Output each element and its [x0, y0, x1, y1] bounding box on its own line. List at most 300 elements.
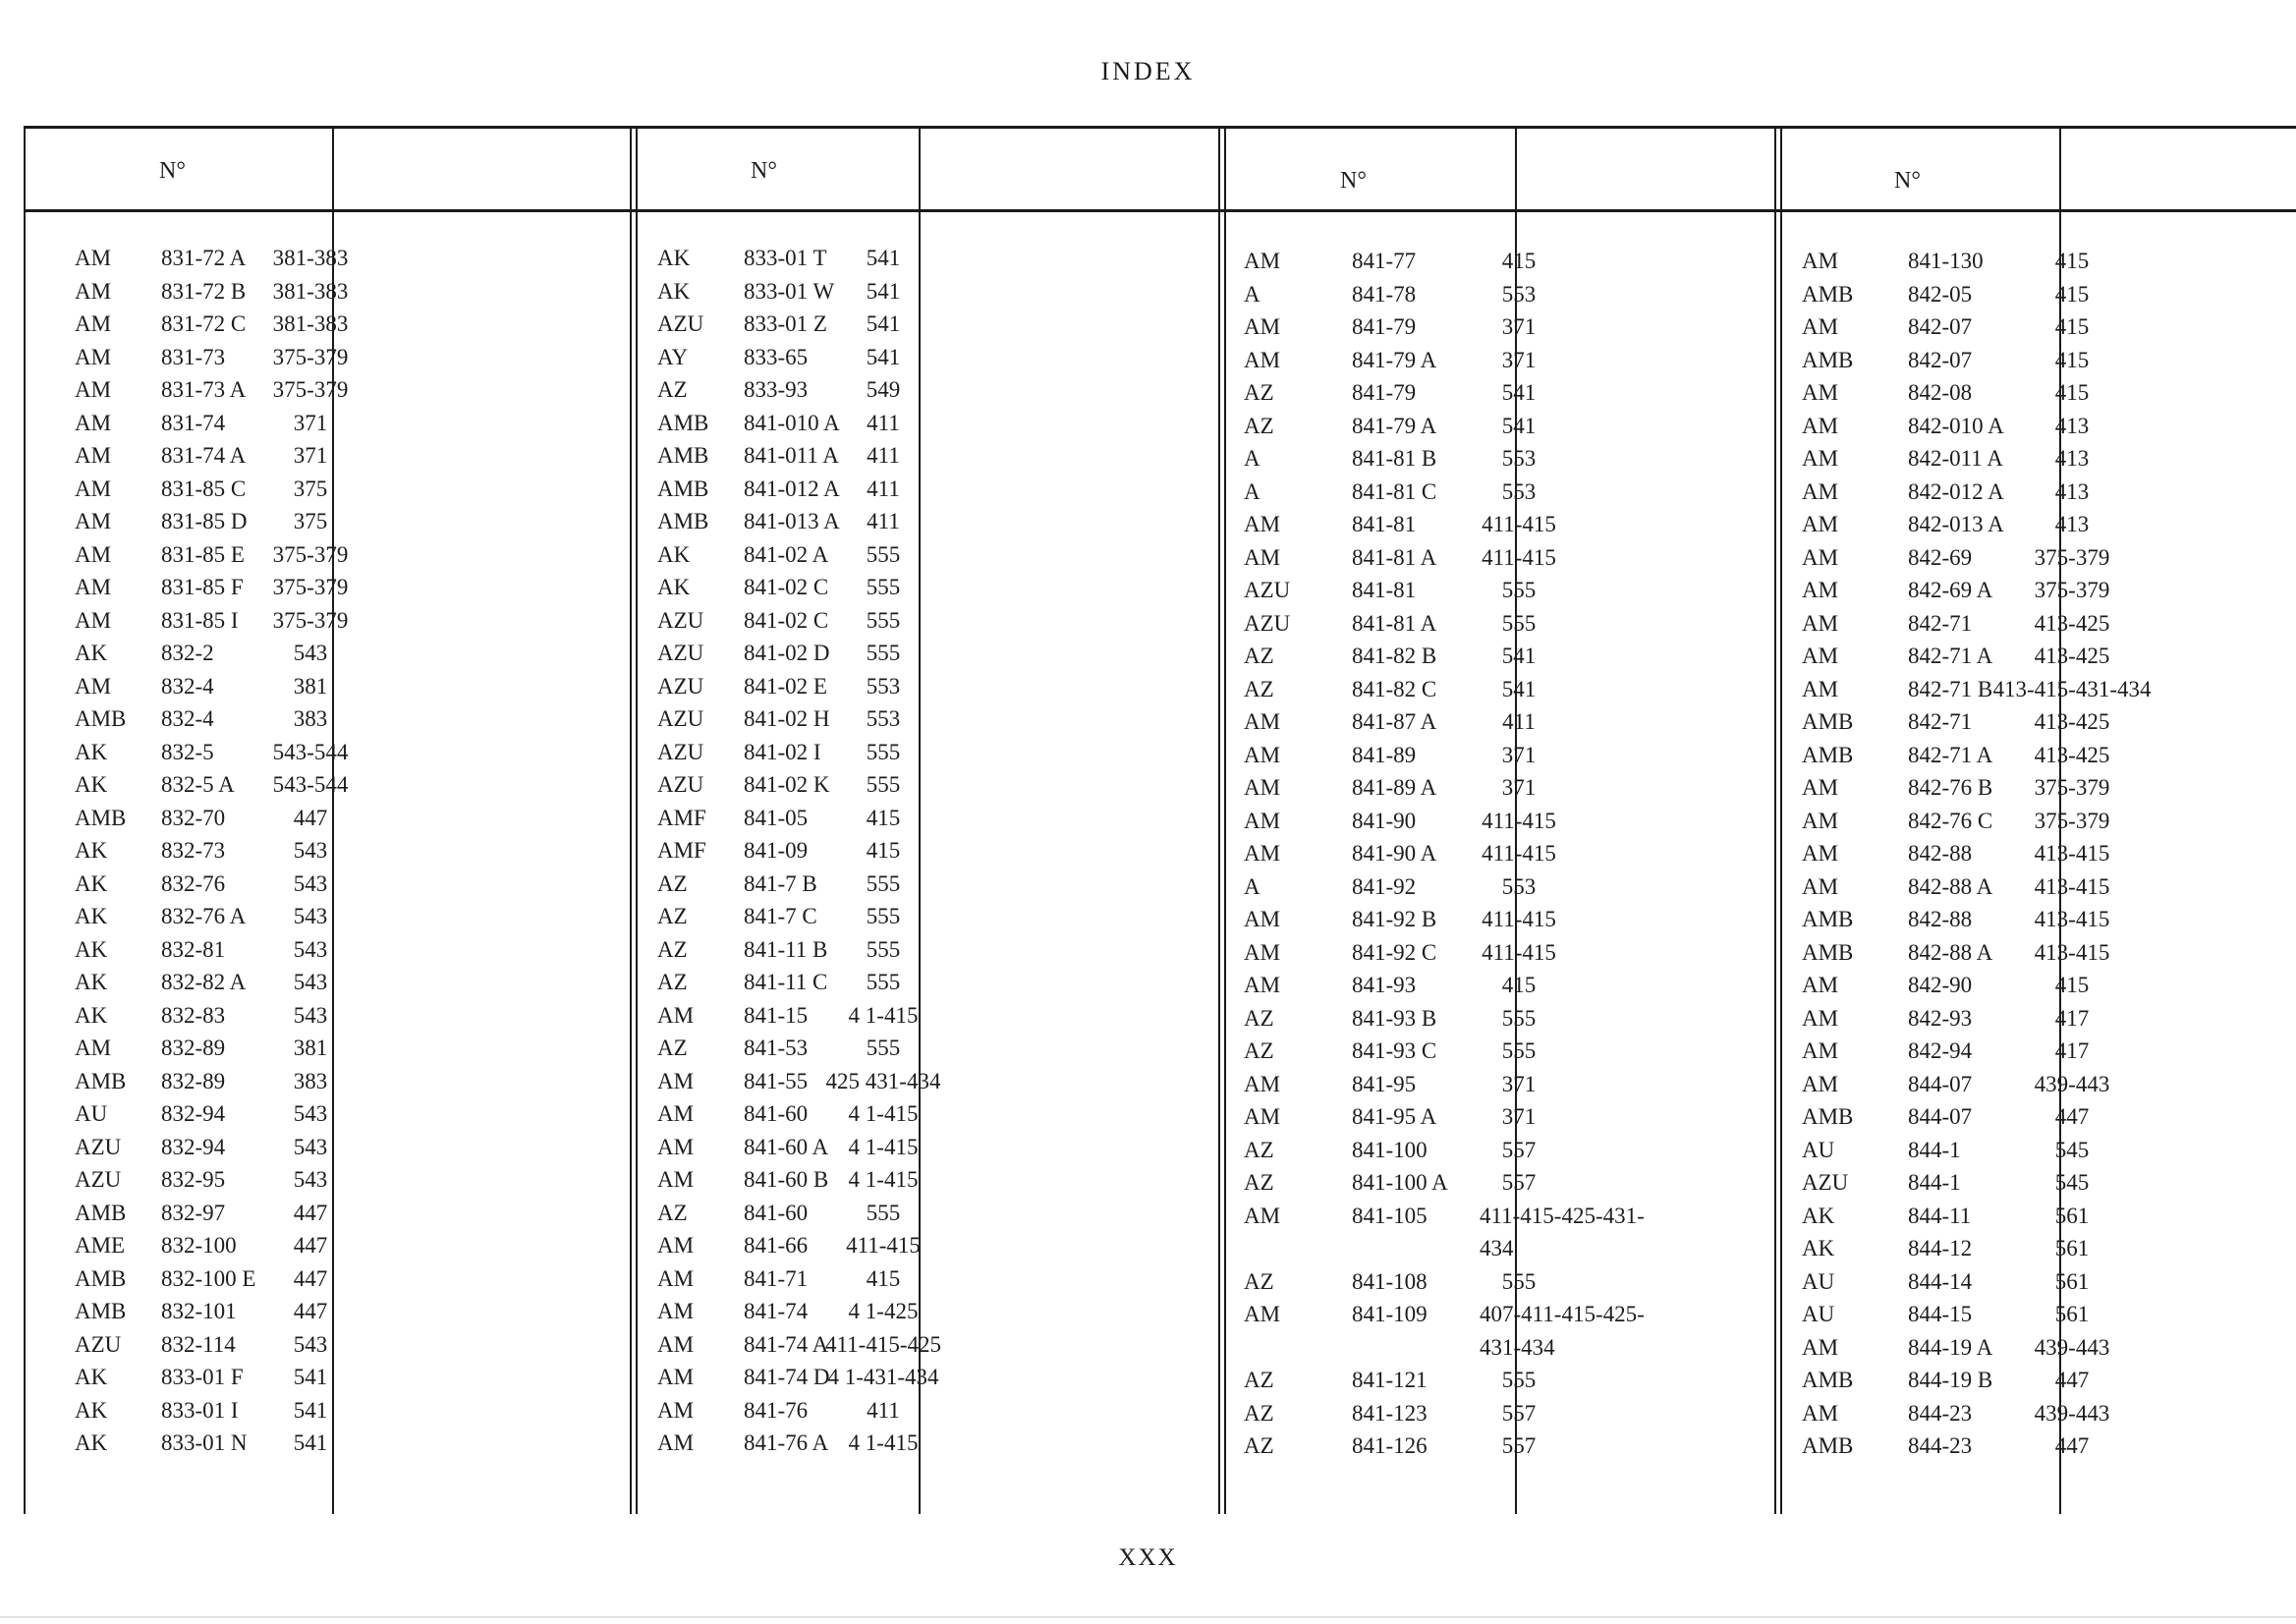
entry-prefix: AZ [1244, 1433, 1274, 1458]
entry-prefix: AK [657, 541, 691, 567]
entry-pages: 411-415 [1482, 512, 1556, 536]
entry-pages: 371 [1501, 347, 1537, 372]
index-entry [1802, 969, 2296, 1002]
entry-number: 832-73 [161, 838, 226, 863]
index-entry [1244, 541, 1794, 575]
entry-pages: 555 [866, 739, 901, 764]
entry-pages: 4 1-431-434 [827, 1365, 939, 1389]
entry-prefix: AM [1802, 544, 1839, 570]
entry-number: 841-02 C [744, 607, 829, 633]
index-table [24, 126, 2296, 1514]
entry-prefix: AM [657, 1265, 695, 1291]
entry-number: 844-23 [1908, 1433, 1973, 1458]
index-entry [75, 275, 625, 308]
index-entry [657, 1097, 1207, 1131]
entry-pages: 543 [293, 904, 328, 928]
entry-pages: 541 [866, 278, 901, 304]
entry-number: 842-05 [1908, 281, 1973, 307]
entry-prefix: AM [1244, 841, 1281, 866]
entry-pages: 375-379 [272, 344, 349, 369]
entry-pages: 415 [2054, 281, 2090, 307]
entry-number: 841-05 [744, 805, 809, 830]
entry-prefix: AZU [657, 739, 704, 764]
entry-prefix: AM [1244, 808, 1281, 833]
entry-prefix: AM [1244, 544, 1281, 570]
entry-number: 832-76 A [161, 904, 247, 928]
entry-pages: 543 [293, 641, 328, 665]
entry-number: 841-77 [1352, 249, 1417, 273]
index-entry [1244, 410, 1794, 443]
entry-pages: 4 1-415 [848, 1430, 919, 1455]
entry-prefix: AZ [1244, 1400, 1274, 1426]
entry-number: 833-01 Z [744, 311, 827, 336]
entry-number: 841-02 A [744, 541, 829, 567]
entry-pages: 561 [2054, 1203, 2090, 1228]
entry-number: 841-11 B [744, 936, 828, 962]
index-entry [75, 1361, 625, 1394]
entry-prefix: AK [1802, 1236, 1835, 1260]
entry-number: 831-85 C [161, 476, 247, 501]
entry-prefix: A [1244, 446, 1260, 471]
index-entry [1802, 673, 2296, 706]
index-entry [657, 604, 1207, 638]
entry-number: 841-89 [1352, 742, 1417, 767]
entry-pages: 375-379 [272, 575, 349, 599]
entry-number: 841-02 D [744, 641, 830, 665]
column-rule-double [1218, 129, 1226, 1514]
entry-pages: 543-544 [272, 772, 349, 797]
entry-pages: 555 [1501, 578, 1537, 602]
entry-prefix: AZ [1244, 380, 1274, 405]
entry-number: 832-114 [161, 1331, 236, 1357]
index-entry [1802, 508, 2296, 541]
entry-pages: 383 [293, 706, 328, 731]
entry-pages: 555 [1501, 1005, 1537, 1031]
index-entry [75, 1328, 625, 1362]
entry-prefix: AM [1802, 973, 1839, 997]
index-entry [1244, 442, 1794, 476]
entry-prefix: AK [657, 575, 691, 599]
entry-number: 832-4 [161, 673, 214, 699]
entry-prefix: AZU [75, 1134, 122, 1159]
index-entry [657, 1394, 1207, 1428]
entry-number: 842-013 A [1908, 512, 2004, 536]
index-entry [1802, 1331, 2296, 1365]
index-column-4 [1802, 245, 2296, 1463]
entry-prefix: AM [1244, 973, 1281, 997]
entry-prefix: AM [657, 1167, 695, 1192]
index-entry [657, 933, 1207, 967]
index-entry [75, 802, 625, 835]
index-entry [1802, 1035, 2296, 1068]
entry-number: 841-95 A [1352, 1104, 1437, 1129]
entry-pages: 415 [2054, 347, 2090, 372]
entry-prefix: AMB [75, 1068, 127, 1093]
index-entry [657, 868, 1207, 901]
entry-prefix: AMB [75, 1200, 127, 1225]
entry-prefix: AK [75, 1397, 108, 1423]
index-entry [1802, 1232, 2296, 1265]
entry-number: 844-1 [1908, 1137, 1961, 1162]
index-entry [1244, 1429, 1794, 1463]
entry-prefix: AM [1802, 1400, 1839, 1426]
entry-pages: 371 [293, 410, 328, 435]
entry-pages: 415 [2054, 380, 2090, 405]
entry-pages: 541 [293, 1430, 328, 1455]
entry-number: 844-15 [1908, 1302, 1973, 1326]
index-entry [657, 571, 1207, 604]
index-entry [657, 1032, 1207, 1065]
entry-pages: 447 [293, 1200, 328, 1225]
entry-prefix: AK [75, 870, 108, 896]
index-entry [657, 1065, 1207, 1098]
entry-pages: 417 [2054, 1038, 2090, 1063]
index-entry [1244, 1068, 1794, 1101]
entry-prefix: AM [1244, 939, 1281, 965]
entry-prefix: AMB [1802, 1104, 1854, 1129]
index-entry [1244, 1397, 1794, 1430]
entry-number: 831-72 B [161, 278, 247, 304]
entry-prefix: AK [75, 904, 108, 928]
entry-pages: 555 [866, 607, 901, 633]
index-entry [1802, 245, 2296, 278]
index-entry [75, 538, 625, 572]
index-entry [657, 637, 1207, 670]
entry-number: 842-69 A [1908, 578, 1993, 602]
index-entry [75, 999, 625, 1033]
entry-prefix: A [1244, 478, 1260, 504]
entry-pages: 555 [866, 970, 901, 994]
index-entry [1244, 673, 1794, 706]
column-rule-left [24, 129, 26, 1514]
index-entry [1244, 1200, 1794, 1265]
entry-pages: 549 [866, 377, 901, 402]
entry-number: 833-01 I [161, 1397, 239, 1423]
entry-number: 841-55 [744, 1068, 809, 1093]
index-entry [1802, 705, 2296, 739]
entry-prefix: AM [75, 278, 112, 304]
entry-number: 842-71 B [1908, 676, 1993, 701]
index-entry [657, 1262, 1207, 1296]
index-entry [657, 275, 1207, 308]
entry-pages: 555 [866, 870, 901, 896]
entry-pages: 543 [293, 1167, 328, 1192]
entry-prefix: AY [657, 344, 689, 369]
entry-number: 832-76 [161, 870, 226, 896]
entry-pages: 555 [866, 936, 901, 962]
index-entry [1802, 1166, 2296, 1200]
entry-pages: 553 [1501, 478, 1537, 504]
entry-pages: 4 1-415 [848, 1101, 919, 1126]
index-entry [75, 966, 625, 999]
entry-prefix: AZ [657, 904, 688, 928]
entry-prefix: AM [657, 1430, 695, 1455]
entry-prefix: AMB [75, 805, 127, 830]
entry-pages: 371 [1501, 1104, 1537, 1129]
entry-prefix: AM [75, 410, 112, 435]
entry-pages: 411-415 [1482, 939, 1556, 965]
entry-pages: 413-415 [2034, 907, 2110, 931]
index-entry [1244, 344, 1794, 377]
entry-number: 841-013 A [744, 509, 840, 533]
index-entry [75, 933, 625, 967]
entry-pages: 381-383 [272, 311, 349, 336]
index-entry [75, 308, 625, 341]
entry-pages: 561 [2054, 1302, 2090, 1326]
index-entry [75, 341, 625, 374]
entry-number: 841-89 A [1352, 775, 1437, 800]
entry-number: 841-02 C [744, 575, 829, 599]
entry-number: 842-94 [1908, 1038, 1973, 1063]
entry-number: 844-23 [1908, 1400, 1973, 1426]
index-entry [1802, 771, 2296, 805]
entry-prefix: AZ [657, 936, 688, 962]
index-entry [75, 1295, 625, 1328]
entry-prefix: AK [75, 1365, 108, 1389]
entry-prefix: AM [657, 1068, 695, 1093]
column-header-number: N° [159, 158, 186, 184]
entry-prefix: AM [75, 377, 112, 402]
entry-number: 832-94 [161, 1134, 226, 1159]
index-entry [657, 900, 1207, 933]
index-entry [75, 834, 625, 868]
index-entry [657, 1197, 1207, 1230]
entry-pages: 415 [1501, 249, 1537, 273]
entry-pages: 415 [866, 838, 901, 863]
entry-number: 841-105 [1352, 1203, 1428, 1228]
entry-prefix: AZ [657, 870, 688, 896]
index-entry [657, 768, 1207, 802]
index-entry [1802, 1429, 2296, 1463]
index-entry [1802, 310, 2296, 344]
index-entry [1244, 1265, 1794, 1299]
entry-number: 833-01 W [744, 278, 835, 304]
entry-pages: 541 [866, 311, 901, 336]
column-header-number: N° [1894, 168, 1921, 194]
entry-number: 841-92 B [1352, 907, 1437, 931]
entry-prefix: AM [1244, 1071, 1281, 1096]
entry-pages: 411 [867, 410, 900, 435]
entry-pages: 411-415 [1482, 907, 1556, 931]
entry-pages: 555 [866, 541, 901, 567]
entry-number: 831-85 E [161, 541, 245, 567]
entry-prefix: AM [657, 1365, 695, 1389]
entry-pages: 411-415-425-431-434 [1480, 1203, 1645, 1260]
entry-pages: 543 [293, 970, 328, 994]
entry-number: 842-08 [1908, 380, 1973, 405]
entry-number: 841-60 A [744, 1134, 829, 1159]
index-entry [1244, 739, 1794, 772]
index-column-1 [75, 242, 625, 1460]
entry-pages: 557 [1501, 1400, 1537, 1426]
entry-pages: 413-425 [2034, 742, 2110, 767]
index-entry [75, 868, 625, 901]
entry-pages: 555 [866, 772, 901, 797]
entry-prefix: AM [1244, 709, 1281, 734]
entry-number: 842-76 B [1908, 775, 1993, 800]
entry-prefix: AZU [657, 607, 704, 633]
index-entry [1802, 1298, 2296, 1331]
index-entry [75, 768, 625, 802]
index-entry [657, 439, 1207, 473]
entry-prefix: AZU [1802, 1170, 1849, 1195]
entry-pages: 371 [1501, 1071, 1537, 1096]
entry-number: 831-85 F [161, 575, 244, 599]
entry-pages: 413-415 [2034, 873, 2110, 899]
entry-prefix: AM [1802, 644, 1839, 668]
index-entry [1244, 1166, 1794, 1200]
entry-prefix: AK [1802, 1203, 1835, 1228]
entry-pages: 381-383 [272, 278, 349, 304]
index-entry [1244, 1100, 1794, 1134]
index-entry [75, 1394, 625, 1428]
entry-prefix: AM [75, 476, 112, 501]
entry-pages: 557 [1501, 1137, 1537, 1162]
index-entry [75, 242, 625, 275]
index-entry [75, 900, 625, 933]
entry-prefix: AMB [1802, 1433, 1854, 1458]
entry-pages: 557 [1501, 1170, 1537, 1195]
entry-number: 844-19 A [1908, 1334, 1993, 1360]
entry-pages: 375-379 [272, 377, 349, 402]
entry-number: 842-012 A [1908, 478, 2004, 504]
entry-pages: 411 [1502, 709, 1536, 734]
entry-pages: 411-415-425 [825, 1331, 941, 1357]
entry-number: 842-90 [1908, 973, 1973, 997]
entry-prefix: AM [657, 1331, 695, 1357]
entry-prefix: AM [75, 344, 112, 369]
entry-prefix: AMB [1802, 742, 1854, 767]
entry-number: 841-92 C [1352, 939, 1437, 965]
entry-number: 841-09 [744, 838, 809, 863]
index-entry [1802, 1364, 2296, 1397]
entry-prefix: AMB [657, 410, 709, 435]
entry-pages: 411 [867, 476, 900, 501]
entry-number: 841-78 [1352, 281, 1417, 307]
entry-pages: 541 [1501, 380, 1537, 405]
entry-number: 841-82 B [1352, 644, 1437, 668]
index-entry [657, 373, 1207, 407]
entry-prefix: AM [1244, 249, 1281, 273]
entry-prefix: AM [1802, 512, 1839, 536]
entry-prefix: AZ [1244, 1368, 1274, 1392]
entry-prefix: AM [1802, 676, 1839, 701]
index-entry [1244, 1035, 1794, 1068]
index-entry [75, 670, 625, 703]
entry-number: 841-60 B [744, 1167, 829, 1192]
entry-number: 841-02 K [744, 772, 830, 797]
index-entry [1802, 1100, 2296, 1134]
entry-pages: 411-415 [1482, 808, 1556, 833]
entry-prefix: AM [1244, 314, 1281, 339]
entry-prefix: AZU [1244, 578, 1291, 602]
index-entry [657, 1131, 1207, 1164]
index-entry [657, 473, 1207, 506]
entry-number: 832-95 [161, 1167, 226, 1192]
index-entry [1244, 837, 1794, 870]
entry-pages: 541 [866, 246, 901, 270]
entry-prefix: AMB [1802, 1368, 1854, 1392]
entry-prefix: AZU [657, 772, 704, 797]
entry-number: 842-010 A [1908, 413, 2004, 438]
index-entry [1244, 771, 1794, 805]
entry-number: 841-81 A [1352, 544, 1437, 570]
entry-pages: 375-379 [272, 541, 349, 567]
index-entry [657, 1163, 1207, 1197]
index-entry [1802, 376, 2296, 410]
index-entry [75, 1131, 625, 1164]
entry-prefix: AM [75, 443, 112, 468]
entry-prefix: AZ [1244, 1005, 1274, 1031]
entry-number: 841-74 A [744, 1331, 829, 1357]
entry-prefix: AZ [657, 377, 688, 402]
entry-prefix: AM [1802, 578, 1839, 602]
entry-pages: 413-415-431-434 [1992, 676, 2152, 701]
entry-prefix: AZ [1244, 1038, 1274, 1063]
entry-prefix: AMF [657, 838, 706, 863]
entry-number: 832-89 [161, 1036, 226, 1060]
entry-prefix: AM [1802, 841, 1839, 866]
index-column-3 [1244, 245, 1794, 1463]
entry-prefix: AZ [657, 970, 688, 994]
index-entry [75, 473, 625, 506]
entry-number: 841-100 [1352, 1137, 1428, 1162]
index-entry [1244, 310, 1794, 344]
index-entry [1802, 541, 2296, 575]
entry-pages: 413-425 [2034, 644, 2110, 668]
entry-pages: 555 [1501, 1268, 1537, 1294]
entry-pages: 381 [293, 1036, 328, 1060]
entry-number: 841-92 [1352, 873, 1417, 899]
index-entry [1802, 739, 2296, 772]
entry-pages: 417 [2054, 1005, 2090, 1031]
entry-pages: 413 [2054, 446, 2090, 471]
entry-pages: 555 [866, 1036, 901, 1060]
column-rule-double [630, 129, 638, 1514]
entry-number: 832-101 [161, 1299, 237, 1323]
entry-prefix: AM [75, 311, 112, 336]
entry-prefix: AM [657, 1299, 695, 1323]
entry-number: 841-81 B [1352, 446, 1437, 471]
entry-number: 832-94 [161, 1101, 226, 1126]
entry-number: 842-71 [1908, 610, 1973, 636]
entry-pages: 447 [293, 1233, 328, 1258]
entry-number: 844-11 [1908, 1203, 1972, 1228]
entry-number: 841-79 A [1352, 413, 1437, 438]
entry-pages: 411 [867, 443, 900, 468]
entry-pages: 371 [1501, 742, 1537, 767]
entry-pages: 375 [293, 509, 328, 533]
entry-number: 844-07 [1908, 1104, 1973, 1129]
index-entry [75, 505, 625, 538]
entry-prefix: AZ [1244, 1170, 1274, 1195]
index-entry [657, 1361, 1207, 1394]
index-entry [1244, 936, 1794, 970]
entry-number: 841-130 [1908, 249, 1984, 273]
entry-prefix: AM [1802, 249, 1839, 273]
entry-number: 841-79 A [1352, 347, 1437, 372]
entry-number: 831-72 C [161, 311, 247, 336]
index-entry [75, 1229, 625, 1262]
entry-pages: 557 [1501, 1433, 1537, 1458]
index-entry [1244, 476, 1794, 509]
entry-number: 844-14 [1908, 1268, 1973, 1294]
entry-number: 841-79 [1352, 314, 1417, 339]
entry-number: 841-93 B [1352, 1005, 1437, 1031]
entry-prefix: AZU [657, 641, 704, 665]
entry-pages: 553 [866, 673, 901, 699]
entry-number: 841-123 [1352, 1400, 1428, 1426]
